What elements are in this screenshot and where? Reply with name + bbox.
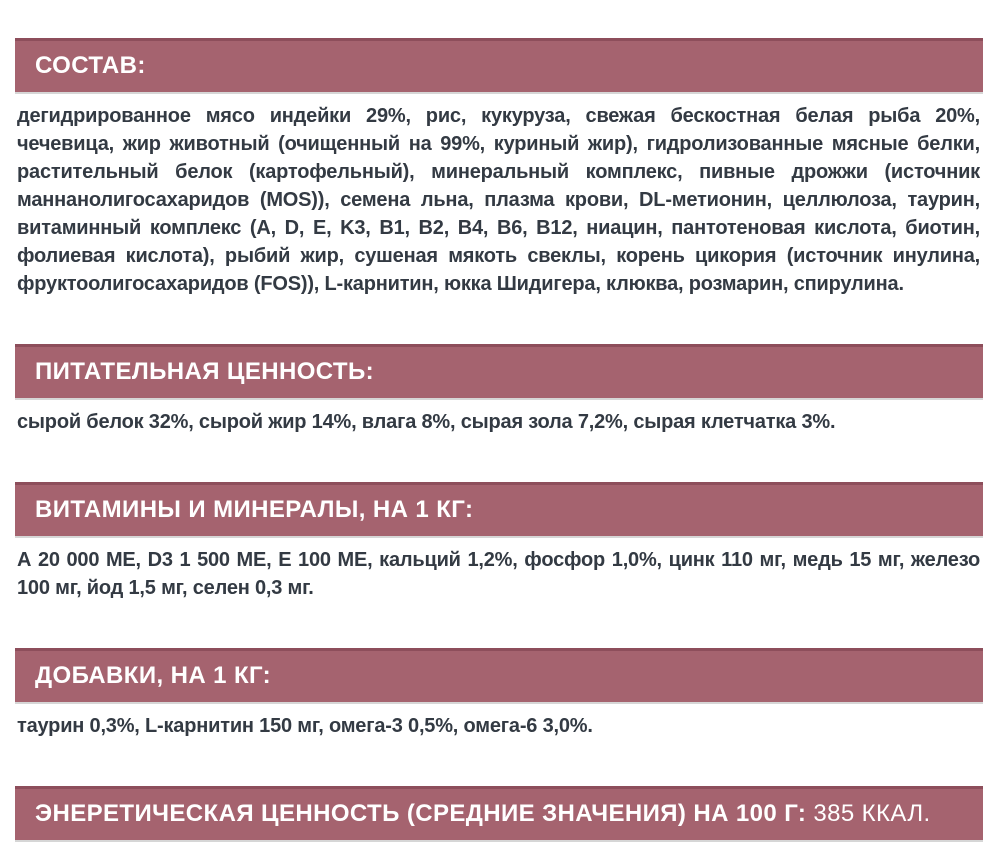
composition-header-bar [15, 38, 983, 92]
additives-body-text: таурин 0,3%, L-карнитин 150 мг, омега-3 0,5%, омега-6 3,0%. [17, 715, 593, 737]
additives-header-bar [15, 648, 983, 702]
section-composition [15, 38, 983, 298]
section-energy-value [15, 786, 983, 840]
nutritional-value-body-text: сырой белок 32%, сырой жир 14%, влага 8%, сырая зола 7,2%, сырая клетчатка 3%. [17, 411, 836, 433]
energy-value-header-bar [15, 786, 983, 840]
section-vitamins-minerals [15, 482, 983, 602]
section-nutritional-value [15, 344, 983, 436]
nutritional-value-header-bar [15, 344, 983, 398]
section-additives [15, 648, 983, 740]
nutritional-value-header-title: ПИТАТЕЛЬНАЯ ЦЕННОСТЬ: [35, 358, 375, 385]
composition-body-text: дегидрированное мясо индейки 29%, рис, кукуруза, свежая бескостная белая рыба 20%, чечевица, жир животный (очищенный на 99%, куриный жир), гидролизованные мясные белки, растительный белок (картофельный), минеральный комплекс, пивные дрожжи (источник маннанолигосахаридов (MOS)), семена льна, плазма крови, DL-метионин, целлюлоза, таурин, витаминный комплекс (A, D, E, K3, B1, B2, B4, B6, B12, ниацин, пантотеновая кислота, биотин, фолиевая кислота), рыбий жир, сушеная мякоть свеклы, корень цикория (источник инулина, фруктоолигосахаридов (FOS)), L-карнитин, юкка Шидигера, клюква, розмарин, спирулина. [17, 105, 980, 295]
composition-header-title: СОСТАВ: [35, 52, 146, 79]
vitamins-minerals-header-title: ВИТАМИНЫ И МИНЕРАЛЫ, НА 1 КГ: [35, 496, 474, 523]
energy-value-amount: 385 ККАЛ. [813, 800, 931, 827]
additives-header-title: ДОБАВКИ, НА 1 КГ: [35, 662, 272, 689]
energy-value-label: ЭНЕРЕТИЧЕСКАЯ ЦЕННОСТЬ (СРЕДНИЕ ЗНАЧЕНИЯ) НА 100 Г: [35, 800, 814, 827]
vitamins-minerals-body-text: А 20 000 МЕ, D3 1 500 МЕ, Е 100 МЕ, кальций 1,2%, фосфор 1,0%, цинк 110 мг, медь 15 мг, железо 100 мг, йод 1,5 мг, селен 0,3 мг. [17, 549, 980, 599]
vitamins-minerals-header-bar [15, 482, 983, 536]
